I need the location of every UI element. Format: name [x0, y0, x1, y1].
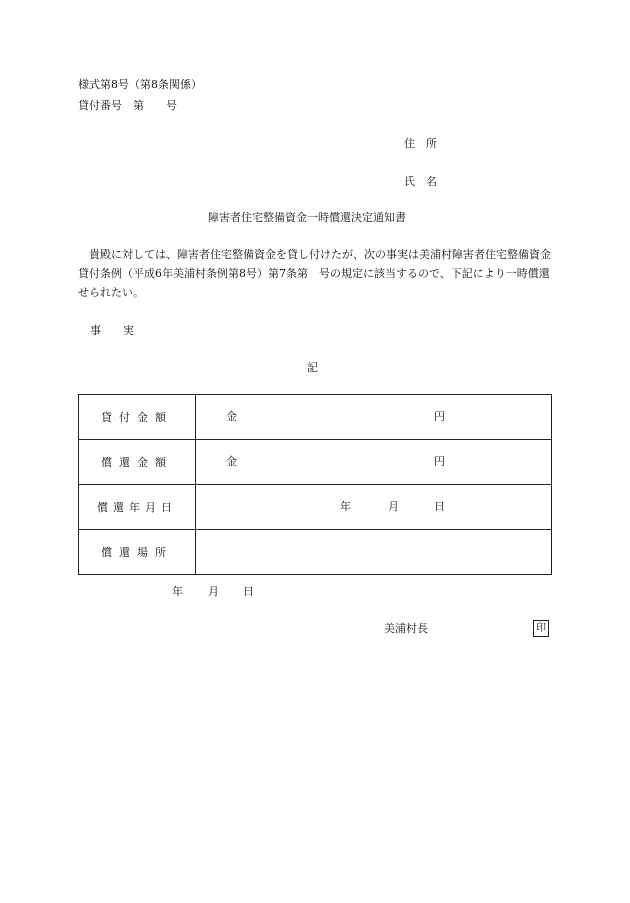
table-row: [79, 395, 552, 440]
body-text: 貴殿に対しては、障害者住宅整備資金を貸し付けたが、次の事実は美浦村障害者住宅整備資金貸付条例（平成6年美浦村条例第8号）第7条第 号の規定に該当するので、下記により一時償還せられたい。: [78, 248, 551, 299]
row-label: 貸付金額: [101, 411, 173, 424]
facts-label: 事 実: [90, 324, 134, 337]
detail-table: [78, 394, 552, 575]
name-label: 氏 名: [404, 175, 437, 188]
row-suffix: 円: [434, 410, 445, 423]
row-prefix: 金: [226, 455, 237, 468]
row-label: 償還年月日: [97, 501, 177, 514]
date-month: 月: [208, 585, 219, 598]
row-day: 日: [434, 500, 445, 513]
row-suffix: 円: [434, 455, 445, 468]
row-year: 年: [340, 500, 351, 513]
date-year: 年: [172, 585, 183, 598]
row-label: 償還金額: [101, 456, 173, 469]
table-row: [79, 530, 552, 575]
loan-number: 貸付番号 第 号: [78, 99, 177, 112]
document-title: 障害者住宅整備資金一時償還決定通知書: [208, 211, 406, 224]
issuer-name: 美浦村長: [384, 622, 428, 635]
table-row: [79, 440, 552, 485]
form-number: 様式第8号（第8条関係）: [78, 78, 202, 91]
row-prefix: 金: [226, 410, 237, 423]
seal-mark: 印: [533, 620, 549, 637]
row-month: 月: [388, 500, 399, 513]
address-label: 住 所: [404, 137, 437, 150]
note-label: 記: [307, 361, 318, 374]
row-label: 償還場所: [101, 546, 173, 559]
table-row: [79, 485, 552, 530]
date-day: 日: [243, 585, 254, 598]
